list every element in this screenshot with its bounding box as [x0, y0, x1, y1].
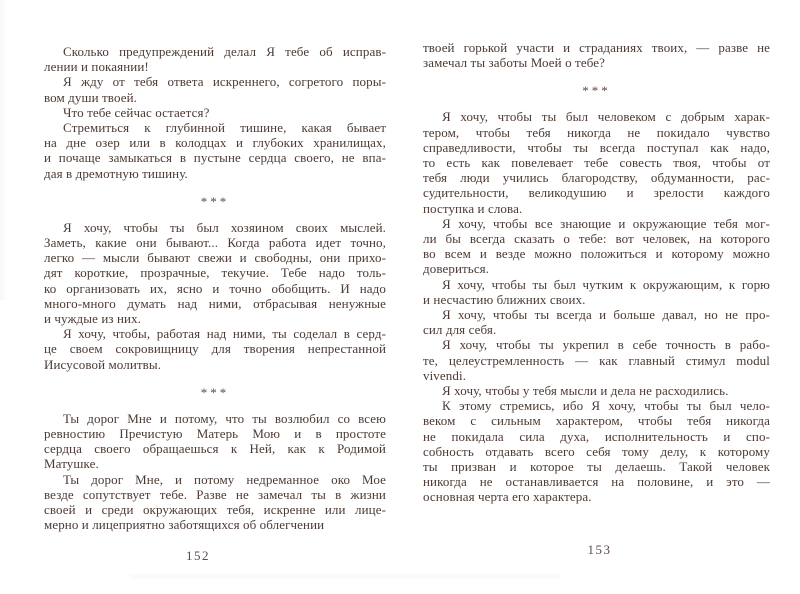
text-line: никогда не останавливается на половине, и это — — [423, 474, 770, 490]
page-left — [44, 44, 386, 584]
scan-shadow-left-edge — [0, 0, 7, 300]
text-line: Я хочу, чтобы, работая над ними, ты соделал в серд- — [63, 326, 386, 342]
text-line: Матушке. — [44, 456, 99, 472]
paragraph — [423, 40, 770, 70]
text-line: ли бы всегда сказать о тебе: вот человек, на которого — [423, 231, 770, 247]
text-line: легко — мысли бывают свежи и свободны, они прихо- — [44, 250, 386, 266]
text-line: Что тебе сейчас остается? — [63, 104, 210, 120]
page-right-text-column — [423, 40, 770, 505]
text-line: своей и среди окружающих тебя, искренне или лице- — [44, 502, 386, 518]
text-line: замечал ты заботы Моей о тебе? — [423, 55, 605, 71]
text-line: справедливости, чтобы ты всегда поступал как надо, — [423, 139, 770, 155]
text-line: Сколько предупреждений делал Я тебе об исправ- — [63, 44, 386, 59]
text-line: много-много думать над ними, отбрасывая ненужные — [44, 295, 386, 311]
section-separator: *** — [200, 193, 230, 209]
text-line: Я хочу, чтобы все знающие и окружающие тебя мог- — [442, 215, 770, 231]
text-line: дят короткие, прозрачные, текучие. Тебе надо толь- — [44, 265, 386, 281]
text-line: сил для себя. — [423, 322, 497, 338]
text-line: мерно и лицеприятно заботящихся об облегчении — [44, 517, 325, 533]
text-line: Я жду от тебя ответа искреннего, согретого поры- — [63, 74, 386, 90]
text-line: Я хочу, чтобы ты был человеком с добрым харак- — [442, 109, 770, 125]
text-line: и чуждые из них. — [44, 311, 142, 327]
paragraph — [423, 398, 770, 504]
text-line: Иисусовой молитвы. — [44, 356, 162, 372]
text-line: Стремиться к глубинной тишине, какая бывает — [63, 120, 386, 136]
text-line: во всем и везде можно положиться и которому можно — [423, 246, 770, 262]
text-line: сердца своего обращаешься к Ней, как к Родимой — [44, 441, 386, 457]
text-line: ко организовать их, ясно и точно обобщить. И надо — [44, 280, 386, 296]
text-line: Я хочу, чтобы ты укрепил в себе точность в рабо- — [442, 337, 770, 353]
paragraph — [423, 216, 770, 277]
section-separator: *** — [582, 83, 611, 99]
page-left-text-column — [44, 44, 386, 532]
text-line: на дне озер или в колодцах и глубоких хранилищах, — [44, 135, 386, 151]
text-line: довериться. — [423, 261, 490, 277]
text-line: тером, чтобы тебя никогда не покидало чувство — [423, 124, 770, 140]
paragraph — [44, 74, 386, 104]
text-line: Ты дорог Мне и потому, что ты возлюбил со всею — [63, 410, 386, 426]
text-line: тебя люди учились благородству, обдуманности, рас- — [423, 170, 770, 186]
paragraph — [423, 337, 770, 383]
paragraph — [423, 277, 770, 307]
paragraph — [423, 383, 770, 398]
paragraph — [423, 307, 770, 337]
paragraph — [44, 411, 386, 472]
page-number: 153 — [587, 542, 612, 557]
text-line: вом души твоей. — [44, 89, 137, 105]
text-line: веком с сильным характером, чтобы тебя никогда — [423, 413, 770, 429]
text-line: Я хочу, чтобы ты всегда и больше давал, но не про- — [442, 307, 770, 323]
paragraph — [44, 326, 386, 372]
text-line: ты призван и которое ты делаешь. Такой человек — [423, 459, 770, 475]
text-line: собность отдавать всего себя тому делу, к которому — [423, 443, 770, 459]
paragraph — [44, 120, 386, 181]
text-line: основная черта его характера. — [423, 489, 592, 505]
paragraph — [44, 105, 386, 120]
text-line: и почаще замыкаться в пустыне сердца своего, не впа- — [44, 150, 386, 166]
text-line: лении и покаянии! — [44, 59, 149, 75]
paragraph — [44, 44, 386, 74]
text-line: Заметь, какие они бывают... Когда работа идет точно, — [44, 235, 386, 251]
text-line: дая в дремотную тишину. — [44, 165, 188, 181]
section-separator: *** — [200, 384, 230, 400]
text-line: Ты дорог Мне, и потому недреманное око Мое — [63, 471, 386, 487]
text-line: К этому стремись, ибо Я хочу, чтобы ты был чело- — [442, 398, 770, 414]
text-line: Я хочу, чтобы ты был чутким к окружающим, к горю — [442, 276, 770, 292]
text-line: то есть как повелевает тебе совесть твоя, чтобы от — [423, 155, 770, 171]
text-line: це своем сокровищницу для творения непрестанной — [44, 341, 386, 357]
text-line: ревностию Пречистую Матерь Мою и в простоте — [44, 426, 386, 442]
paragraph — [44, 472, 386, 533]
paragraph — [44, 220, 386, 326]
text-line: Я хочу, чтобы у тебя мысли и дела не расходились. — [442, 383, 729, 399]
page-right — [423, 40, 770, 584]
text-line: и несчастию ближних своих. — [423, 291, 586, 307]
page-number: 152 — [186, 548, 210, 563]
text-line: твоей горькой участи и страданиях твоих, — разве не — [423, 40, 770, 55]
text-line: судительности, великодушию и зрелости каждого — [423, 185, 770, 201]
text-line: поступка и слова. — [423, 200, 523, 216]
paragraph — [423, 109, 770, 215]
text-line: не покидала сила духа, исполнительность и спо- — [423, 428, 770, 444]
text-line: те, целеустремленность — как главный стимул modul — [423, 352, 770, 368]
text-line: Я хочу, чтобы ты был хозяином своих мыслей. — [63, 219, 386, 235]
text-line: везде сопутствует тебе. Разве не замечал ты в жизни — [44, 486, 386, 502]
text-line: vivendi. — [423, 367, 467, 383]
